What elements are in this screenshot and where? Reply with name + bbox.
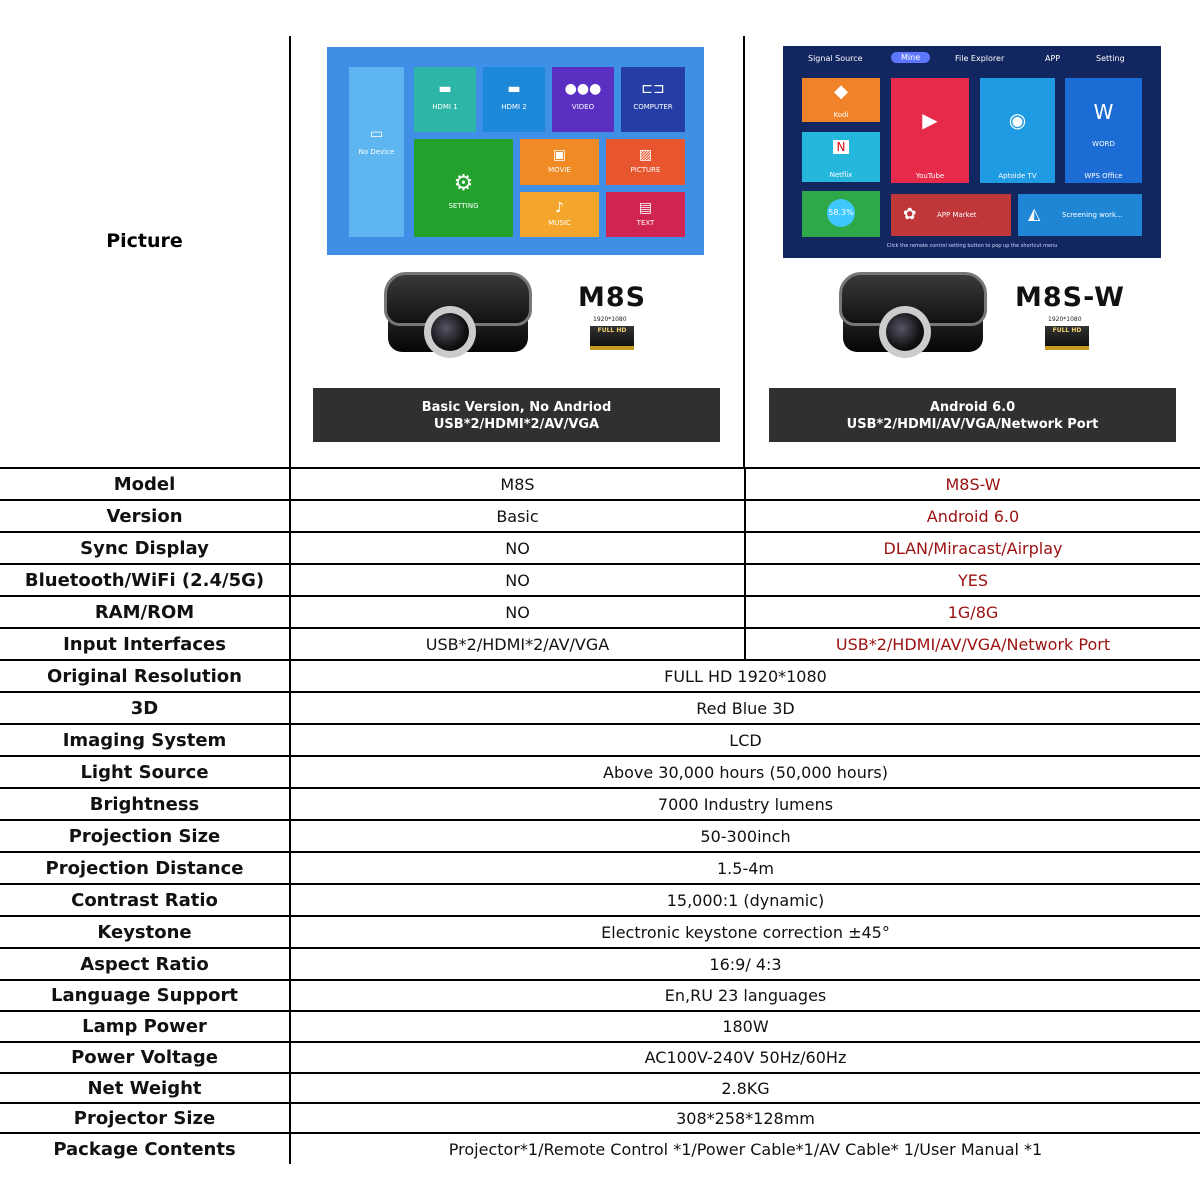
m8sw-version-banner (769, 388, 1176, 442)
table-row-original-resolution (0, 659, 1200, 691)
movie-icon: ▣ (552, 147, 567, 163)
text-icon: ▤ (638, 200, 653, 216)
app-tile (1065, 78, 1142, 183)
row-label: Sync Display (80, 537, 209, 559)
tile-label: MOVIE (548, 166, 571, 174)
picture-divider-left (289, 36, 291, 467)
spec-table (0, 467, 1200, 1164)
m8s-value: NO (289, 597, 744, 627)
table-row-power-voltage (0, 1041, 1200, 1072)
table-row-model (0, 467, 1200, 499)
tab-setting: Setting (1096, 54, 1125, 63)
row-label: Original Resolution (47, 665, 242, 687)
row-label: Package Contents (53, 1138, 236, 1160)
tab-file-explorer: File Explorer (955, 54, 1005, 63)
table-row-projection-size (0, 819, 1200, 851)
speed-icon: 58.3% (827, 199, 855, 227)
screen-tile (552, 67, 614, 132)
row-label: Net Weight (87, 1077, 202, 1099)
music-icon: ♪ (555, 200, 564, 216)
tab-app: APP (1045, 54, 1061, 63)
table-row-contrast-ratio (0, 883, 1200, 915)
tile-label: TEXT (636, 219, 655, 227)
row-label: Power Voltage (71, 1047, 218, 1068)
screen-hint: Click the remote control setting button to pop up the shortcut menu (886, 243, 1058, 249)
m8s-full-hd-badge: FULL HD (590, 326, 634, 350)
row-label: Imaging System (62, 729, 227, 751)
lens-icon (886, 313, 924, 351)
app-label: Aptoide TV (998, 172, 1037, 180)
netflix-icon: N (833, 140, 850, 154)
table-row-lamp-power (0, 1010, 1200, 1041)
m8sw-full-hd-badge: FULL HD (1045, 326, 1089, 350)
m8sw-screen-mockup (783, 46, 1161, 258)
row-label: Keystone (97, 921, 192, 943)
tile-label: HDMI 1 (432, 103, 458, 111)
m8sw-value: M8S-W (744, 469, 1200, 499)
table-row-imaging-system (0, 723, 1200, 755)
m8s-value: M8S (289, 469, 744, 499)
row-value: Electronic keystone correction ±45° (289, 917, 1200, 947)
row-value: Red Blue 3D (289, 693, 1200, 723)
m8sw-model-logo: M8S-W (1015, 282, 1125, 313)
row-value: En,RU 23 languages (289, 981, 1200, 1010)
app-tile (802, 191, 880, 237)
row-label: Contrast Ratio (71, 889, 218, 911)
table-row-projector-size (0, 1102, 1200, 1132)
table-row-ram-rom (0, 595, 1200, 627)
tile-label: No Device (358, 148, 395, 156)
row-value: FULL HD 1920*1080 (289, 661, 1200, 691)
video-icon: ●●● (564, 81, 602, 97)
picture-label: Picture (106, 230, 183, 252)
screen-tile (606, 192, 685, 237)
row-label: Input Interfaces (63, 633, 226, 655)
tab-signal-source: Signal Source (808, 54, 863, 63)
app-sublabel: WORD (1092, 140, 1115, 148)
row-label: 3D (130, 697, 159, 719)
screen-tile (520, 192, 599, 237)
table-row-sync-display (0, 531, 1200, 563)
app-market-icon: ✿ (903, 204, 917, 223)
hdmi-icon: ▬ (507, 81, 521, 97)
table-row-projection-distance (0, 851, 1200, 883)
m8s-projector-image (378, 268, 538, 360)
row-value: 1.5-4m (289, 853, 1200, 883)
row-value: 50-300inch (289, 821, 1200, 851)
row-value: 2.8KG (289, 1074, 1200, 1102)
row-value: Projector*1/Remote Control *1/Power Cable*1/AV Cable* 1/User Manual *1 (289, 1134, 1200, 1164)
table-row-light-source (0, 755, 1200, 787)
screen-tile (606, 139, 685, 185)
hdmi-icon: ▬ (438, 81, 452, 97)
app-label: Netflix (829, 171, 853, 179)
app-tile (980, 78, 1055, 183)
row-label: Brightness (89, 793, 200, 815)
app-tile (802, 78, 880, 122)
table-row-language-support (0, 979, 1200, 1010)
row-label: Bluetooth/WiFi (2.4/5G) (24, 569, 265, 591)
table-row-3d (0, 691, 1200, 723)
table-row-bluetooth-wifi (0, 563, 1200, 595)
row-label: RAM/ROM (94, 601, 195, 623)
m8sw-value: Android 6.0 (744, 501, 1200, 531)
m8sw-value: USB*2/HDMI/AV/VGA/Network Port (744, 629, 1200, 659)
app-label: WPS Office (1084, 172, 1123, 180)
table-row-net-weight (0, 1072, 1200, 1102)
m8s-model-logo: M8S (578, 282, 647, 313)
row-label: Version (106, 505, 183, 527)
table-row-input-interfaces (0, 627, 1200, 659)
row-value: AC100V-240V 50Hz/60Hz (289, 1043, 1200, 1072)
m8s-version-banner (313, 388, 720, 442)
screen-tile (414, 139, 513, 237)
tile-label: HDMI 2 (501, 103, 527, 111)
row-value: 7000 Industry lumens (289, 789, 1200, 819)
vga-icon: ⊏⊐ (641, 81, 665, 97)
picture-divider-middle (743, 36, 745, 467)
lens-icon (431, 313, 469, 351)
m8sw-value: DLAN/Miracast/Airplay (744, 533, 1200, 563)
table-row-version (0, 499, 1200, 531)
row-value: 180W (289, 1012, 1200, 1041)
row-value: 15,000:1 (dynamic) (289, 885, 1200, 915)
app-label: YouTube (915, 172, 945, 180)
banner-line-2: USB*2/HDMI*2/AV/VGA (433, 417, 600, 432)
screening-icon: ◭ (1028, 204, 1041, 223)
row-label: Language Support (50, 985, 239, 1006)
youtube-icon: ▶ (922, 108, 938, 132)
tile-label: SETTING (448, 202, 479, 210)
row-value: LCD (289, 725, 1200, 755)
row-label: Model (113, 473, 176, 495)
m8sw-resolution: 1920*1080 (1048, 316, 1082, 323)
table-row-brightness (0, 787, 1200, 819)
screen-tile (621, 67, 685, 132)
m8s-value: NO (289, 533, 744, 563)
screen-tile (483, 67, 545, 132)
m8sw-value: 1G/8G (744, 597, 1200, 627)
screen-tile (349, 67, 404, 237)
usb-icon: ▭ (369, 126, 384, 142)
table-row-package-contents (0, 1132, 1200, 1164)
m8s-screen-mockup (327, 47, 704, 255)
tile-label: PICTURE (630, 166, 661, 174)
app-label: APP Market (937, 211, 977, 219)
m8s-value: USB*2/HDMI*2/AV/VGA (289, 629, 744, 659)
banner-line-1: Basic Version, No Andriod (421, 400, 612, 415)
m8s-value: NO (289, 565, 744, 595)
row-label: Projection Size (68, 825, 221, 847)
aptoide-icon: ◉ (1008, 108, 1027, 132)
app-tile (891, 78, 969, 183)
android-tab-bar (783, 46, 1161, 72)
row-value: 16:9/ 4:3 (289, 949, 1200, 979)
picture-icon: ▨ (638, 147, 653, 163)
tab-mine: Mine (891, 52, 930, 63)
m8s-resolution: 1920*1080 (593, 316, 627, 323)
app-label: Screening work... (1062, 211, 1123, 219)
app-tile (891, 194, 1011, 236)
gear-icon: ⚙ (453, 171, 474, 196)
row-label: Projection Distance (45, 857, 244, 879)
app-tile (1018, 194, 1142, 236)
row-label: Light Source (80, 761, 209, 783)
row-label: Lamp Power (82, 1016, 207, 1037)
table-row-keystone (0, 915, 1200, 947)
m8sw-value: YES (744, 565, 1200, 595)
row-label: Projector Size (73, 1107, 216, 1129)
banner-line-1: Android 6.0 (929, 400, 1016, 415)
table-row-aspect-ratio (0, 947, 1200, 979)
m8sw-projector-image (833, 268, 993, 360)
tile-label: MUSIC (548, 219, 571, 227)
screen-tile (520, 139, 599, 185)
screen-tile (414, 67, 476, 132)
row-value: 308*258*128mm (289, 1104, 1200, 1132)
app-tile (802, 132, 880, 182)
tile-label: COMPUTER (633, 103, 673, 111)
row-value: Above 30,000 hours (50,000 hours) (289, 757, 1200, 787)
word-icon: W (1093, 100, 1114, 124)
tile-label: VIDEO (571, 103, 595, 111)
kodi-icon: ◆ (834, 81, 848, 102)
m8s-value: Basic (289, 501, 744, 531)
banner-line-2: USB*2/HDMI/AV/VGA/Network Port (846, 417, 1099, 432)
row-label: Aspect Ratio (80, 953, 209, 975)
app-label: Kodi (833, 111, 849, 119)
